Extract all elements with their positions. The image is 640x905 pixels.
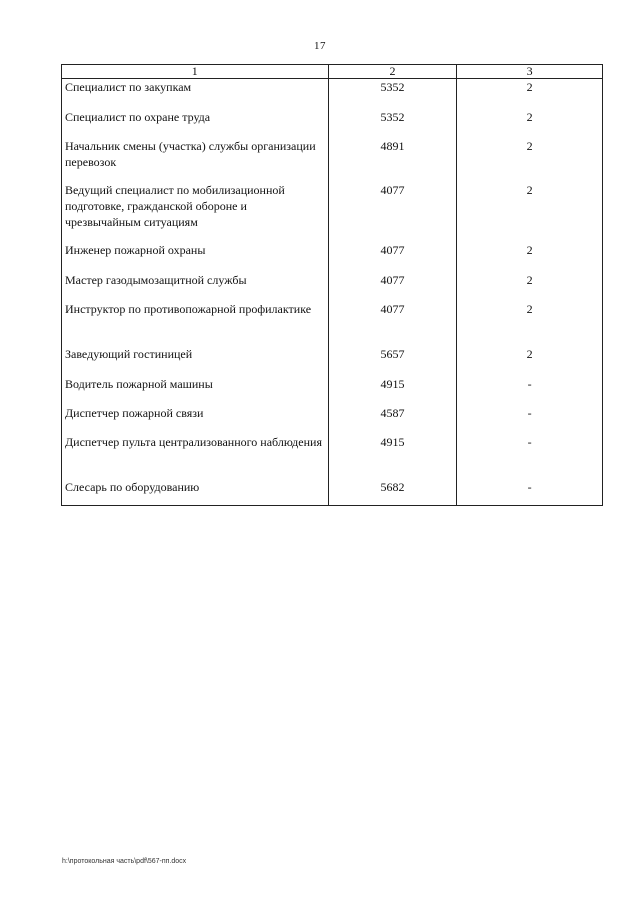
position-value: 4915 — [328, 376, 457, 405]
position-value: 4077 — [328, 182, 457, 242]
page-number: 17 — [314, 40, 326, 52]
position-count: - — [457, 479, 603, 506]
position-name: Специалист по закупкам — [62, 79, 329, 109]
staff-table — [61, 64, 603, 506]
position-name: Диспетчер пожарной связи — [62, 405, 329, 434]
position-count: 2 — [457, 301, 603, 346]
table-row — [62, 346, 603, 376]
file-path-footer: h:\протокольная часть\pdf\567-пп.docx — [62, 858, 187, 865]
table-row — [62, 79, 603, 109]
position-count: 2 — [457, 242, 603, 272]
column-header-3: 3 — [457, 65, 603, 79]
position-name: Слесарь по оборудованию — [62, 479, 329, 506]
column-header-1: 1 — [62, 65, 329, 79]
table-row — [62, 405, 603, 434]
table-row — [62, 109, 603, 138]
position-count: 2 — [457, 272, 603, 301]
position-count: 2 — [457, 109, 603, 138]
position-value: 4077 — [328, 272, 457, 301]
position-count: - — [457, 376, 603, 405]
position-count: 2 — [457, 79, 603, 109]
position-count: 2 — [457, 182, 603, 242]
table-row — [62, 434, 603, 479]
position-name: Мастер газодымозащитной службы — [62, 272, 329, 301]
table-row — [62, 242, 603, 272]
position-value: 5682 — [328, 479, 457, 506]
position-value: 5352 — [328, 109, 457, 138]
position-value: 4077 — [328, 242, 457, 272]
table-row — [62, 376, 603, 405]
position-name: Ведущий специалист по мобилизационной подготовке, гражданской обороне и чрезвычайным ситуациям — [62, 182, 329, 242]
position-name: Начальник смены (участка) службы организации перевозок — [62, 138, 329, 182]
table-row — [62, 301, 603, 346]
table-row — [62, 138, 603, 182]
position-value: 4915 — [328, 434, 457, 479]
position-name: Инструктор по противопожарной профилактике — [62, 301, 329, 346]
position-count: 2 — [457, 138, 603, 182]
position-name: Водитель пожарной машины — [62, 376, 329, 405]
table-row — [62, 479, 603, 506]
position-value: 4077 — [328, 301, 457, 346]
position-value: 5657 — [328, 346, 457, 376]
position-count: 2 — [457, 346, 603, 376]
position-name: Диспетчер пульта централизованного наблюдения — [62, 434, 329, 479]
table-row — [62, 182, 603, 242]
table-row — [62, 272, 603, 301]
position-count: - — [457, 434, 603, 479]
position-name: Инженер пожарной охраны — [62, 242, 329, 272]
position-count: - — [457, 405, 603, 434]
position-value: 4891 — [328, 138, 457, 182]
position-name: Заведующий гостиницей — [62, 346, 329, 376]
position-name: Специалист по охране труда — [62, 109, 329, 138]
table-header-row — [62, 65, 603, 79]
position-value: 4587 — [328, 405, 457, 434]
column-header-2: 2 — [328, 65, 457, 79]
position-value: 5352 — [328, 79, 457, 109]
